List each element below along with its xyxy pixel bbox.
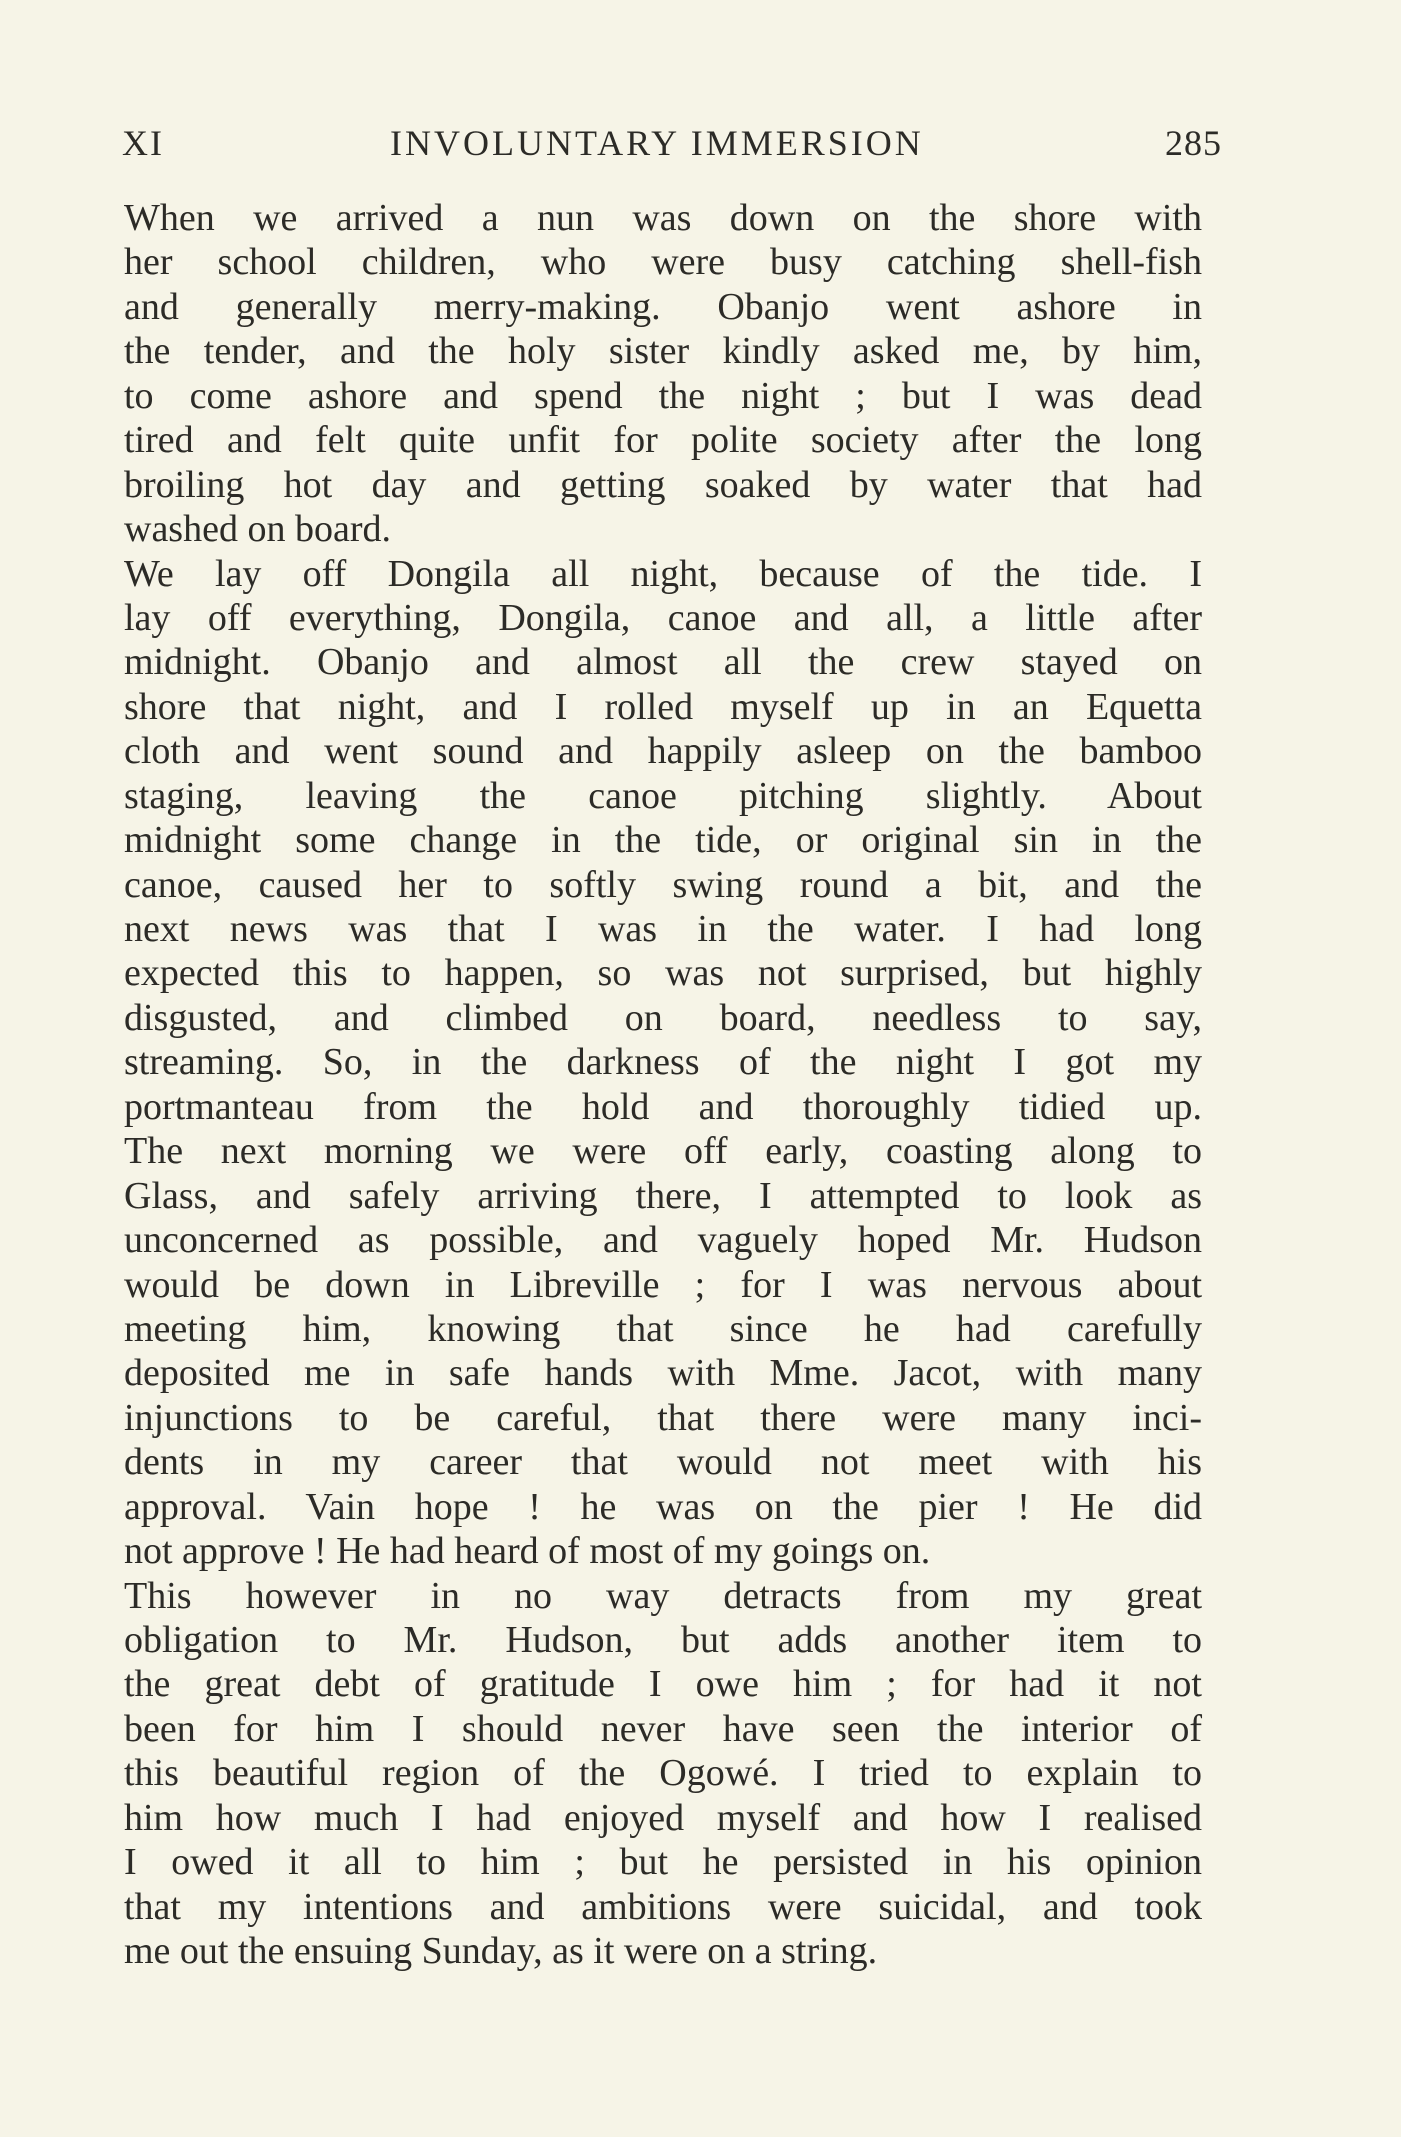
text-line: This however in no way detracts from my great <box>124 1574 1202 1617</box>
paragraph-2 <box>124 552 1202 1574</box>
text-line: streaming. So, in the darkness of the night I got my <box>124 1041 1202 1084</box>
text-line: I owed it all to him ; but he persisted in his opinion <box>124 1841 1202 1884</box>
text-line: that my intentions and ambitions were suicidal, and took <box>124 1885 1202 1928</box>
running-title: INVOLUNTARY IMMERSION <box>390 123 924 163</box>
text-line: been for him I should never have seen the interior of <box>124 1707 1202 1750</box>
text-line: cloth and went sound and happily asleep on the bamboo <box>124 730 1202 773</box>
text-line: tired and felt quite unfit for polite society after the long <box>124 419 1202 462</box>
text-line: and generally merry-making. Obanjo went ashore in <box>124 285 1202 328</box>
text-line: expected this to happen, so was not surprised, but highly <box>124 952 1202 995</box>
text-line: would be down in Libreville ; for I was nervous about <box>124 1263 1202 1306</box>
text-line: broiling hot day and getting soaked by water that had <box>124 463 1202 506</box>
text-line: the great debt of gratitude I owe him ; for had it not <box>124 1663 1202 1706</box>
text-line: Glass, and safely arriving there, I attempted to look as <box>124 1174 1202 1217</box>
page-body <box>124 196 1202 1974</box>
text-line: When we arrived a nun was down on the shore with <box>124 197 1202 239</box>
text-line: canoe, caused her to softly swing round a bit, and the <box>124 863 1202 906</box>
text-line: obligation to Mr. Hudson, but adds another item to <box>124 1619 1202 1661</box>
text-line: not approve ! He had heard of most of my goings on. <box>124 1530 931 1573</box>
text-line: dents in my career that would not meet with his <box>124 1441 1202 1484</box>
text-line: the tender, and the holy sister kindly asked me, by him, <box>124 330 1202 373</box>
text-line: midnight some change in the tide, or original sin in the <box>124 819 1202 862</box>
text-line: shore that night, and I rolled myself up in an Equetta <box>124 685 1202 728</box>
text-line: deposited me in safe hands with Mme. Jacot, with many <box>124 1352 1202 1395</box>
text-line: unconcerned as possible, and vaguely hoped Mr. Hudson <box>124 1219 1202 1262</box>
text-line: washed on board. <box>124 508 391 551</box>
chapter-number: XI <box>122 123 164 163</box>
page-number: 285 <box>1165 123 1222 163</box>
text-line: disgusted, and climbed on board, needless to say, <box>124 996 1202 1039</box>
text-line: next news was that I was in the water. I had long <box>124 908 1202 950</box>
text-line: approval. Vain hope ! he was on the pier ! He did <box>124 1485 1202 1528</box>
text-line: lay off everything, Dongila, canoe and all, a little after <box>124 596 1202 639</box>
text-line: midnight. Obanjo and almost all the crew stayed on <box>124 641 1202 684</box>
text-line: portmanteau from the hold and thoroughly tidied up. <box>124 1085 1202 1128</box>
running-header <box>122 122 1222 172</box>
text-line: The next morning we were off early, coasting along to <box>124 1130 1202 1173</box>
paragraph-1 <box>124 196 1202 552</box>
text-line: We lay off Dongila all night, because of the tide. I <box>124 552 1202 595</box>
text-line: this beautiful region of the Ogowé. I tried to explain to <box>124 1752 1202 1795</box>
text-line: injunctions to be careful, that there were many inci- <box>124 1396 1202 1439</box>
text-line: me out the ensuing Sunday, as it were on a string. <box>124 1930 878 1973</box>
text-line: staging, leaving the canoe pitching slightly. About <box>124 774 1202 817</box>
paragraph-3 <box>124 1574 1202 1974</box>
text-line: him how much I had enjoyed myself and how I realised <box>124 1796 1202 1839</box>
text-line: to come ashore and spend the night ; but I was dead <box>124 374 1202 417</box>
text-line: her school children, who were busy catching shell-fish <box>124 241 1202 284</box>
text-line: meeting him, knowing that since he had carefully <box>124 1307 1202 1350</box>
